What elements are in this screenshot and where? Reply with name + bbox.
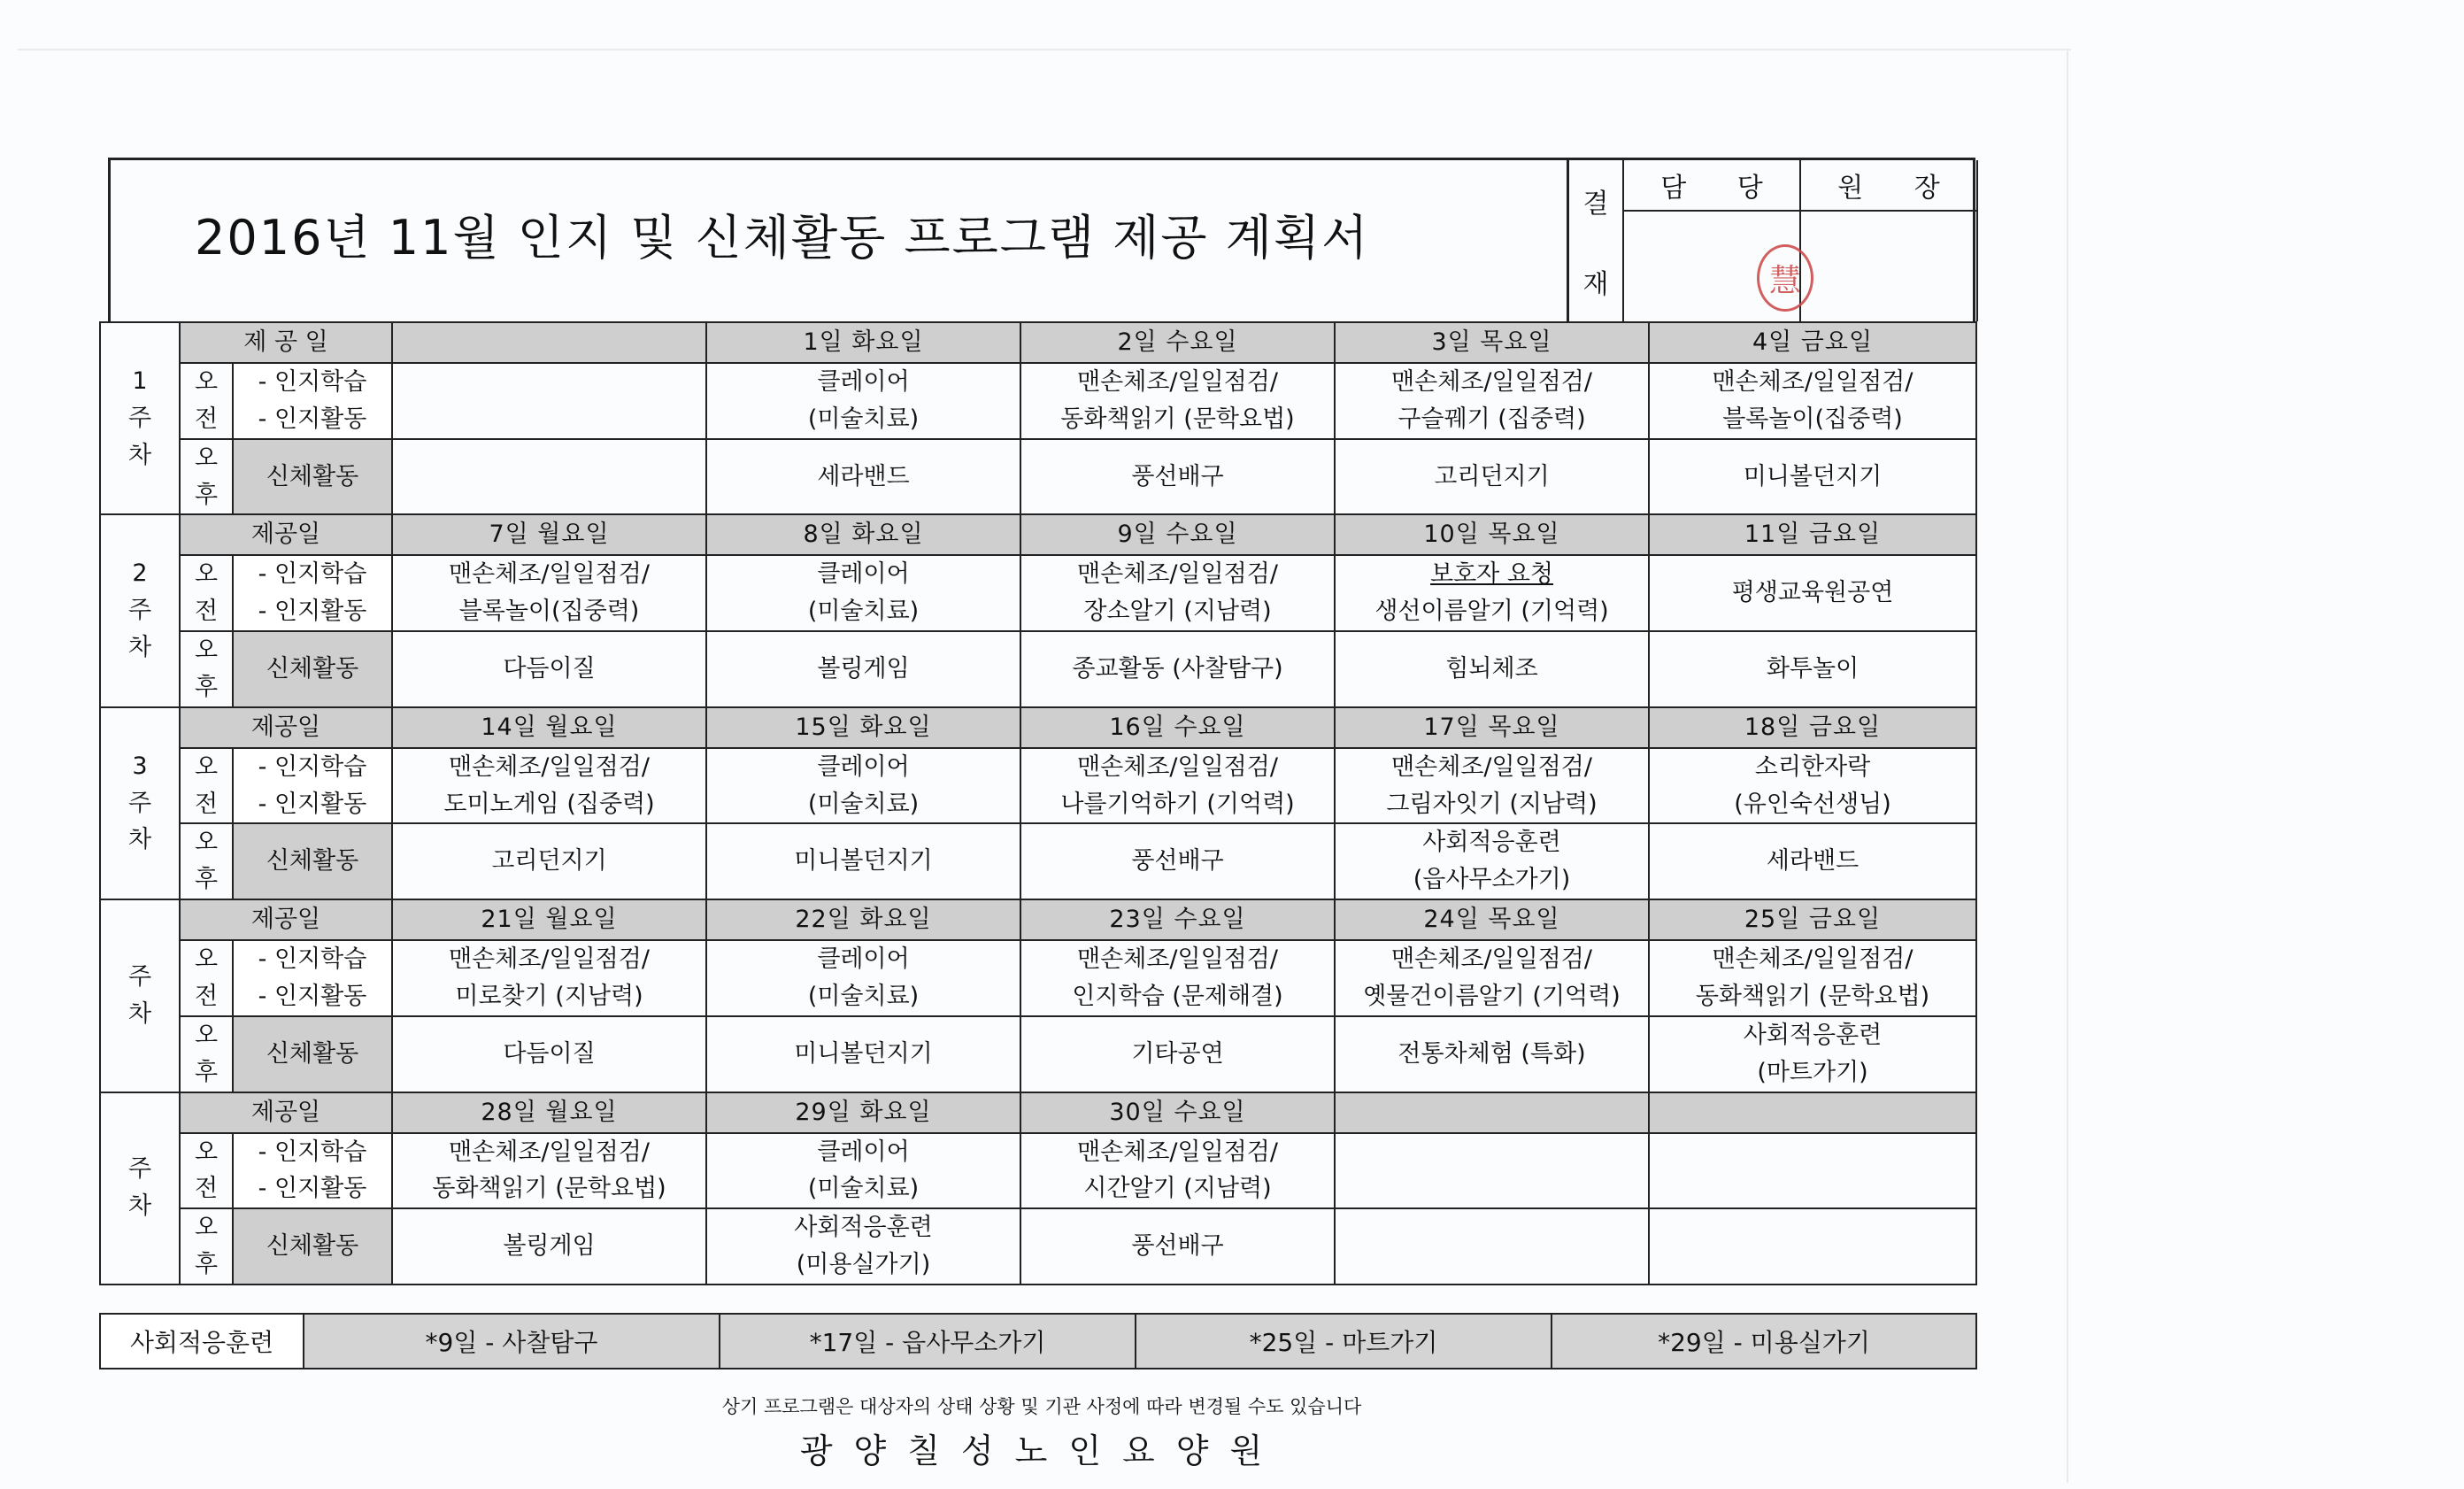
am-activity-cell [1649, 748, 1976, 824]
organization-name: 광양칠성노인요양원 [799, 1431, 1284, 1470]
physical-activity-label: 신체활동 [233, 439, 392, 515]
day-header: 7일 월요일 [392, 514, 706, 555]
activity-line: 전통차체험 (특화) [1398, 1039, 1586, 1068]
am-label-char: 전 [194, 982, 219, 1010]
pm-label-char: 오 [194, 636, 219, 665]
am-activity-cell [1020, 1133, 1335, 1209]
activity-line: 도미노게임 (집중력) [443, 790, 655, 818]
am-activity-cell [1649, 940, 1976, 1016]
cognitive-activity-label: - 인지활동 [258, 790, 367, 818]
cognitive-learning-label: - 인지학습 [258, 945, 367, 974]
activity-line: (미술치료) [807, 405, 920, 433]
day-header: 15일 화요일 [706, 707, 1020, 748]
pm-activity-cell [1649, 823, 1976, 899]
am-activity-cell [1649, 555, 1976, 631]
pm-activity-cell [1649, 1208, 1976, 1285]
am-activity-cell [1335, 363, 1649, 439]
pm-activity-cell [1020, 1016, 1335, 1092]
day-header: 17일 목요일 [1335, 707, 1649, 748]
day-header: 2일 수요일 [1020, 322, 1335, 363]
week-label [100, 707, 180, 899]
activity-line: 동화책읽기 (문학요법) [1060, 405, 1295, 433]
pm-label-char: 오 [194, 829, 219, 857]
pm-label-char: 오 [194, 1214, 219, 1242]
activity-line: 고리던지기 [1434, 462, 1550, 490]
pm-activity-cell [1020, 1208, 1335, 1285]
activity-line: 클레이어 [817, 560, 910, 589]
schedule-table [99, 321, 1977, 1285]
am-label-char: 전 [194, 790, 219, 818]
am-label-char: 오 [194, 560, 219, 589]
day-header: 11일 금요일 [1649, 514, 1976, 555]
pm-activity-cell [706, 439, 1020, 515]
week-label-char: 3 [132, 752, 148, 780]
pm-activity-cell [1649, 631, 1976, 707]
am-label [180, 748, 233, 824]
am-activity-cell [1020, 748, 1335, 824]
activity-line: (미술치료) [807, 1175, 920, 1203]
cognitive-learning-label: - 인지학습 [258, 560, 367, 589]
social-training-item: *29일 - 미용실가기 [1552, 1314, 1976, 1369]
activity-line: 세라밴드 [1766, 847, 1860, 876]
activity-line: 블록놀이(집중력) [458, 598, 640, 626]
week-label-char: 차 [127, 441, 152, 469]
week-label-char: 주 [127, 404, 152, 432]
cognitive-activity-label: - 인지활동 [258, 598, 367, 626]
pm-activity-cell [1649, 1016, 1976, 1092]
week-label-char: 2 [132, 559, 148, 588]
am-label-char: 오 [194, 1138, 219, 1166]
am-activity-cell [1335, 940, 1649, 1016]
activity-line: 힘뇌체조 [1445, 654, 1538, 683]
pm-activity-cell [1649, 439, 1976, 515]
week-label-char: 1 [132, 366, 148, 395]
activity-line: 맨손체조/일일점검/ [1077, 1138, 1278, 1166]
activity-line: 맨손체조/일일점검/ [1391, 945, 1592, 974]
activity-line: 풍선배구 [1131, 1232, 1224, 1261]
activity-line: 그림자잇기 (지남력) [1386, 790, 1598, 818]
am-activity-cell [1020, 940, 1335, 1016]
pm-activity-cell [392, 823, 706, 899]
day-header: 22일 화요일 [706, 899, 1020, 940]
physical-activity-label: 신체활동 [233, 823, 392, 899]
approval-staff [1624, 160, 1801, 321]
week-label-char: 주 [127, 1155, 152, 1184]
am-activity-cell [706, 748, 1020, 824]
social-training-item: *25일 - 마트가기 [1136, 1314, 1552, 1369]
pm-label [180, 1016, 233, 1092]
activity-line: 맨손체조/일일점검/ [449, 560, 650, 589]
week-label-char: 차 [127, 826, 152, 854]
day-header: 30일 수요일 [1020, 1092, 1335, 1133]
page-edge [18, 49, 2071, 50]
pm-label [180, 823, 233, 899]
am-activity-cell [1649, 1133, 1976, 1209]
pm-activity-cell [392, 1208, 706, 1285]
am-activity-cell [1020, 363, 1335, 439]
am-activity-cell [706, 940, 1020, 1016]
provide-day-label: 제 공 일 [180, 322, 392, 363]
activity-line: 다듬이질 [503, 1039, 596, 1068]
day-header: 28일 월요일 [392, 1092, 706, 1133]
week-label-char: 주 [127, 597, 152, 625]
pm-activity-cell [392, 631, 706, 707]
activity-line: 볼링게임 [503, 1232, 596, 1261]
activity-line: 사회적응훈련 [1422, 829, 1561, 857]
social-training-item: *9일 - 사찰탐구 [304, 1314, 720, 1369]
am-activity-cell [392, 363, 706, 439]
am-activity-cell [392, 1133, 706, 1209]
am-activity-cell [392, 940, 706, 1016]
activity-line: 맨손체조/일일점검/ [1077, 752, 1278, 781]
document-title: 2016년 11월 인지 및 신체활동 프로그램 제공 계획서 [195, 210, 1370, 266]
activity-line: (읍사무소가기) [1413, 866, 1571, 894]
activity-line: 고리던지기 [491, 847, 607, 876]
pm-label-char: 후 [194, 673, 219, 701]
activity-line: 동화책읽기 (문학요법) [432, 1175, 666, 1203]
pm-activity-cell [706, 823, 1020, 899]
activity-line: (미용실가기) [796, 1251, 931, 1279]
week-label-char: 차 [127, 1192, 152, 1221]
pm-activity-cell [706, 631, 1020, 707]
activity-line: 맨손체조/일일점검/ [449, 945, 650, 974]
cognitive-labels [233, 940, 392, 1016]
week-label [100, 1092, 180, 1285]
activity-line: (유인숙선생님) [1734, 790, 1891, 818]
activity-line: 미니볼던지기 [794, 1039, 933, 1068]
approval-box [1567, 160, 1978, 321]
footnote: 상기 프로그램은 대상자의 상태 상황 및 기관 사정에 따라 변경될 수도 있습니다 [721, 1396, 1362, 1417]
pm-activity-cell [1335, 439, 1649, 515]
day-header: 29일 화요일 [706, 1092, 1020, 1133]
activity-line: 블록놀이(집중력) [1722, 405, 1903, 433]
provide-day-label: 제공일 [180, 707, 392, 748]
activity-line: 동화책읽기 (문학요법) [1695, 982, 1930, 1010]
activity-line: 화투놀이 [1766, 654, 1860, 683]
activity-line: 시간알기 (지남력) [1083, 1175, 1272, 1203]
day-header [392, 322, 706, 363]
am-label-char: 오 [194, 368, 219, 396]
day-header: 16일 수요일 [1020, 707, 1335, 748]
social-training-item: *17일 - 읍사무소가기 [720, 1314, 1136, 1369]
activity-line: 맨손체조/일일점검/ [449, 1138, 650, 1166]
pm-label-char: 후 [194, 1251, 219, 1279]
activity-line: 미니볼던지기 [1743, 462, 1883, 490]
am-activity-cell [1335, 555, 1649, 631]
day-header: 10일 목요일 [1335, 514, 1649, 555]
day-header [1335, 1092, 1649, 1133]
day-header: 14일 월요일 [392, 707, 706, 748]
pm-activity-cell [1335, 1016, 1649, 1092]
week-label [100, 322, 180, 514]
day-header: 1일 화요일 [706, 322, 1020, 363]
week-label-char: 차 [127, 999, 152, 1028]
week-label [100, 899, 180, 1092]
pm-activity-cell [1020, 631, 1335, 707]
activity-line: 맨손체조/일일점검/ [1077, 560, 1278, 589]
physical-activity-label: 신체활동 [233, 631, 392, 707]
activity-line: 클레이어 [817, 752, 910, 781]
cognitive-activity-label: - 인지활동 [258, 982, 367, 1010]
social-training-table [99, 1313, 1977, 1369]
activity-line: 생선이름알기 (기억력) [1374, 598, 1609, 626]
pm-activity-cell [1335, 631, 1649, 707]
approval-director [1801, 160, 1978, 321]
week-label [100, 514, 180, 706]
pm-activity-cell [392, 1016, 706, 1092]
provide-day-label: 제공일 [180, 1092, 392, 1133]
activity-line: 풍선배구 [1131, 847, 1224, 876]
day-header: 24일 목요일 [1335, 899, 1649, 940]
am-activity-cell [706, 363, 1020, 439]
cognitive-labels [233, 748, 392, 824]
form-header [108, 158, 1975, 321]
activity-line: 세라밴드 [817, 462, 910, 490]
activity-line: 맨손체조/일일점검/ [1077, 945, 1278, 974]
day-header: 4일 금요일 [1649, 322, 1976, 363]
activity-line: 클레이어 [817, 368, 910, 396]
week-label-char: 주 [127, 789, 152, 817]
activity-line: 볼링게임 [817, 654, 910, 683]
day-header: 25일 금요일 [1649, 899, 1976, 940]
pm-label [180, 439, 233, 515]
activity-line: 맨손체조/일일점검/ [1391, 368, 1592, 396]
activity-line: 미로찾기 (지남력) [455, 982, 643, 1010]
week-label-char: 주 [127, 962, 152, 991]
approval-label-top: 결 [1582, 188, 1609, 220]
am-activity-cell [706, 1133, 1020, 1209]
am-label-char: 전 [194, 1175, 219, 1203]
activity-line: 클레이어 [817, 945, 910, 974]
pm-activity-cell [1335, 823, 1649, 899]
approval-director-header: 원 장 [1801, 160, 1976, 212]
am-activity-cell [1020, 555, 1335, 631]
activity-line: 구슬꿰기 (집중력) [1398, 405, 1586, 433]
cognitive-learning-label: - 인지학습 [258, 752, 367, 781]
activity-line: 맨손체조/일일점검/ [1077, 368, 1278, 396]
activity-line: 맨손체조/일일점검/ [1712, 368, 1913, 396]
activity-line: 사회적응훈련 [1743, 1021, 1883, 1049]
cognitive-labels [233, 363, 392, 439]
social-training-label: 사회적응훈련 [100, 1314, 304, 1369]
pm-activity-cell [706, 1016, 1020, 1092]
activity-line: (미술치료) [807, 982, 920, 1010]
activity-line: 미니볼던지기 [794, 847, 933, 876]
pm-label-char: 후 [194, 481, 219, 509]
day-header: 18일 금요일 [1649, 707, 1976, 748]
day-header: 8일 화요일 [706, 514, 1020, 555]
activity-line: (마트가기) [1757, 1058, 1868, 1086]
am-label-char: 오 [194, 752, 219, 781]
am-activity-cell [1335, 748, 1649, 824]
activity-line: 장소알기 (지남력) [1083, 598, 1272, 626]
activity-line: 다듬이질 [503, 654, 596, 683]
physical-activity-label: 신체활동 [233, 1016, 392, 1092]
page-edge [2067, 49, 2068, 1483]
activity-line: 평생교육원공연 [1731, 579, 1894, 607]
provide-day-label: 제공일 [180, 899, 392, 940]
cognitive-labels [233, 1133, 392, 1209]
pm-label-char: 후 [194, 866, 219, 894]
pm-activity-cell [392, 439, 706, 515]
activity-line: 옛물건이름알기 (기억력) [1363, 982, 1621, 1010]
am-label-char: 전 [194, 405, 219, 433]
day-header: 23일 수요일 [1020, 899, 1335, 940]
activity-line: (미술치료) [807, 598, 920, 626]
seal-stamp: 慧 [1757, 244, 1813, 312]
pm-label [180, 1208, 233, 1285]
activity-line: 소리한자락 [1754, 752, 1871, 781]
am-activity-cell [392, 555, 706, 631]
pm-label-char: 오 [194, 1021, 219, 1049]
am-activity-cell [1335, 1133, 1649, 1209]
am-label [180, 555, 233, 631]
pm-label [180, 631, 233, 707]
am-label [180, 363, 233, 439]
day-header: 3일 목요일 [1335, 322, 1649, 363]
physical-activity-label: 신체활동 [233, 1208, 392, 1285]
activity-line: 종교활동 (사찰탐구) [1072, 654, 1283, 683]
am-label [180, 940, 233, 1016]
cognitive-activity-label: - 인지활동 [258, 405, 367, 433]
provide-day-label: 제공일 [180, 514, 392, 555]
pm-activity-cell [1335, 1208, 1649, 1285]
day-header [1649, 1092, 1976, 1133]
am-activity-cell [1649, 363, 1976, 439]
cognitive-learning-label: - 인지학습 [258, 1138, 367, 1166]
activity-line: 풍선배구 [1131, 462, 1224, 490]
pm-label-char: 후 [194, 1058, 219, 1086]
pm-activity-cell [706, 1208, 1020, 1285]
cognitive-learning-label: - 인지학습 [258, 368, 367, 396]
activity-line: 인지학습 (문제해결) [1072, 982, 1283, 1010]
day-header: 9일 수요일 [1020, 514, 1335, 555]
pm-activity-cell [1020, 439, 1335, 515]
approval-staff-header: 담 당 [1624, 160, 1799, 212]
approval-label [1567, 160, 1624, 321]
am-label-char: 전 [194, 598, 219, 626]
am-label [180, 1133, 233, 1209]
approval-label-bottom: 재 [1582, 268, 1609, 300]
activity-line: 클레이어 [817, 1138, 910, 1166]
day-header: 21일 월요일 [392, 899, 706, 940]
pm-activity-cell [1020, 823, 1335, 899]
activity-line: 기타공연 [1131, 1039, 1224, 1068]
activity-line: 맨손체조/일일점검/ [1391, 752, 1592, 781]
cognitive-activity-label: - 인지활동 [258, 1175, 367, 1203]
cognitive-labels [233, 555, 392, 631]
activity-line: 나를기억하기 (기억력) [1060, 790, 1295, 818]
plan-form [108, 158, 1975, 1470]
activity-line: (미술치료) [807, 790, 920, 818]
activity-line: 맨손체조/일일점검/ [1712, 945, 1913, 974]
activity-line: 보호자 요청 [1430, 560, 1554, 589]
activity-line: 사회적응훈련 [794, 1214, 933, 1242]
am-activity-cell [706, 555, 1020, 631]
activity-line: 맨손체조/일일점검/ [449, 752, 650, 781]
am-label-char: 오 [194, 945, 219, 974]
pm-label-char: 오 [194, 444, 219, 472]
week-label-char: 차 [127, 633, 152, 661]
am-activity-cell [392, 748, 706, 824]
